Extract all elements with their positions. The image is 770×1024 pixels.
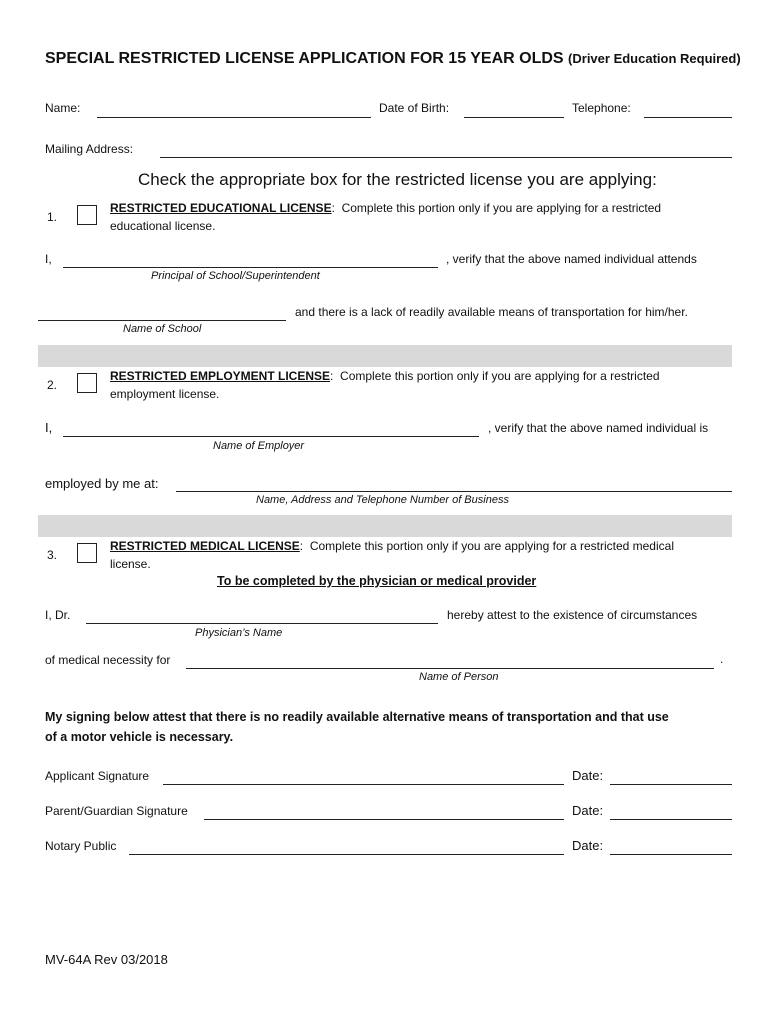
notary-signature-field[interactable] (129, 854, 564, 855)
person-name-field[interactable] (186, 668, 714, 669)
section1-number: 1. (47, 210, 58, 224)
employed-label: employed by me at: (45, 476, 159, 491)
applicant-date-field[interactable] (610, 784, 732, 785)
telephone-label: Telephone: (572, 101, 631, 115)
section2-i-label: I, (45, 420, 53, 435)
person-caption: Name of Person (419, 671, 499, 683)
dob-label: Date of Birth: (379, 101, 450, 115)
title-sub: (Driver Education Required) (568, 51, 741, 66)
section1-desc-line1: Complete this portion only if you are applying for a restricted (341, 201, 662, 215)
business-info-field[interactable] (176, 491, 732, 492)
parent-signature-label: Parent/Guardian Signature (45, 804, 188, 818)
title-main: SPECIAL RESTRICTED LICENSE APPLICATION FOR 15 YEAR OLDS (45, 50, 564, 67)
physician-name-field[interactable] (86, 623, 438, 624)
attest-statement-line2: of a motor vehicle is necessary. (45, 730, 234, 744)
section2-description (110, 369, 660, 383)
employer-caption: Name of Employer (213, 440, 305, 452)
section1-description (110, 201, 661, 215)
dr-label: I, Dr. (45, 608, 71, 622)
mailing-address-field[interactable] (160, 157, 732, 158)
section-divider-1 (38, 345, 732, 367)
notary-date-field[interactable] (610, 854, 732, 855)
necessity-label: of medical necessity for (45, 653, 171, 667)
physician-heading: To be completed by the physician or medical provider (217, 574, 537, 588)
physician-caption: Physician’s Name (195, 627, 283, 639)
attest-statement-line1: My signing below attest that there is no readily available alternative means of transportation and that use (45, 710, 669, 724)
section2-verify-text: , verify that the above named individual is (488, 421, 709, 435)
notary-label: Notary Public (45, 839, 117, 853)
section2-heading: RESTRICTED EMPLOYMENT LICENSE (110, 369, 331, 383)
applicant-signature-label: Applicant Signature (45, 769, 150, 783)
section3-colon: : (299, 539, 304, 553)
section3-description (110, 539, 674, 553)
section1-heading: RESTRICTED EDUCATIONAL LICENSE (110, 201, 332, 215)
notary-date-label: Date: (572, 838, 604, 853)
section2-desc-line1: Complete this portion only if you are applying for a restricted (340, 369, 660, 383)
section-divider-2 (38, 515, 732, 537)
section2-colon: : (330, 369, 334, 383)
section1-i-label: I, (45, 252, 52, 266)
section3-number: 3. (47, 548, 58, 562)
instruction-text: Check the appropriate box for the restricted license you are applying: (138, 170, 657, 189)
section3-heading: RESTRICTED MEDICAL LICENSE (110, 539, 300, 553)
name-field[interactable] (97, 117, 371, 118)
applicant-date-label: Date: (572, 768, 604, 783)
parent-signature-field[interactable] (204, 819, 564, 820)
parent-date-field[interactable] (610, 819, 732, 820)
section3-desc-line1: Complete this portion only if you are applying for a restricted medical (309, 539, 674, 553)
section1-colon: : (331, 201, 335, 215)
section1-verify-text: , verify that the above named individual attends (446, 252, 697, 266)
form-id: MV-64A Rev 03/2018 (45, 952, 168, 967)
dob-field[interactable] (464, 117, 564, 118)
applicant-signature-field[interactable] (163, 784, 564, 785)
name-label: Name: (45, 101, 81, 115)
section1-desc-line2: educational license. (110, 219, 216, 233)
telephone-field[interactable] (644, 117, 732, 118)
mailing-label: Mailing Address: (45, 142, 134, 156)
school-name-field[interactable] (38, 320, 286, 321)
business-caption: Name, Address and Telephone Number of Business (256, 494, 509, 506)
employment-license-checkbox[interactable] (77, 373, 97, 393)
section3-desc-line2: license. (110, 557, 151, 571)
parent-date-label: Date: (572, 803, 604, 818)
principal-caption: Principal of School/Superintendent (151, 270, 320, 282)
educational-license-checkbox[interactable] (77, 205, 97, 225)
section2-number: 2. (47, 378, 58, 392)
section2-desc-line2: employment license. (110, 387, 220, 401)
school-caption: Name of School (123, 323, 202, 335)
medical-license-checkbox[interactable] (77, 543, 97, 563)
page-title (45, 50, 741, 68)
attest-text: hereby attest to the existence of circumstances (447, 608, 698, 622)
necessity-period: . (720, 652, 724, 666)
principal-name-field[interactable] (63, 267, 438, 268)
employer-name-field[interactable] (63, 436, 479, 437)
section1-transport-text: and there is a lack of readily available means of transportation for him/her. (295, 305, 688, 319)
